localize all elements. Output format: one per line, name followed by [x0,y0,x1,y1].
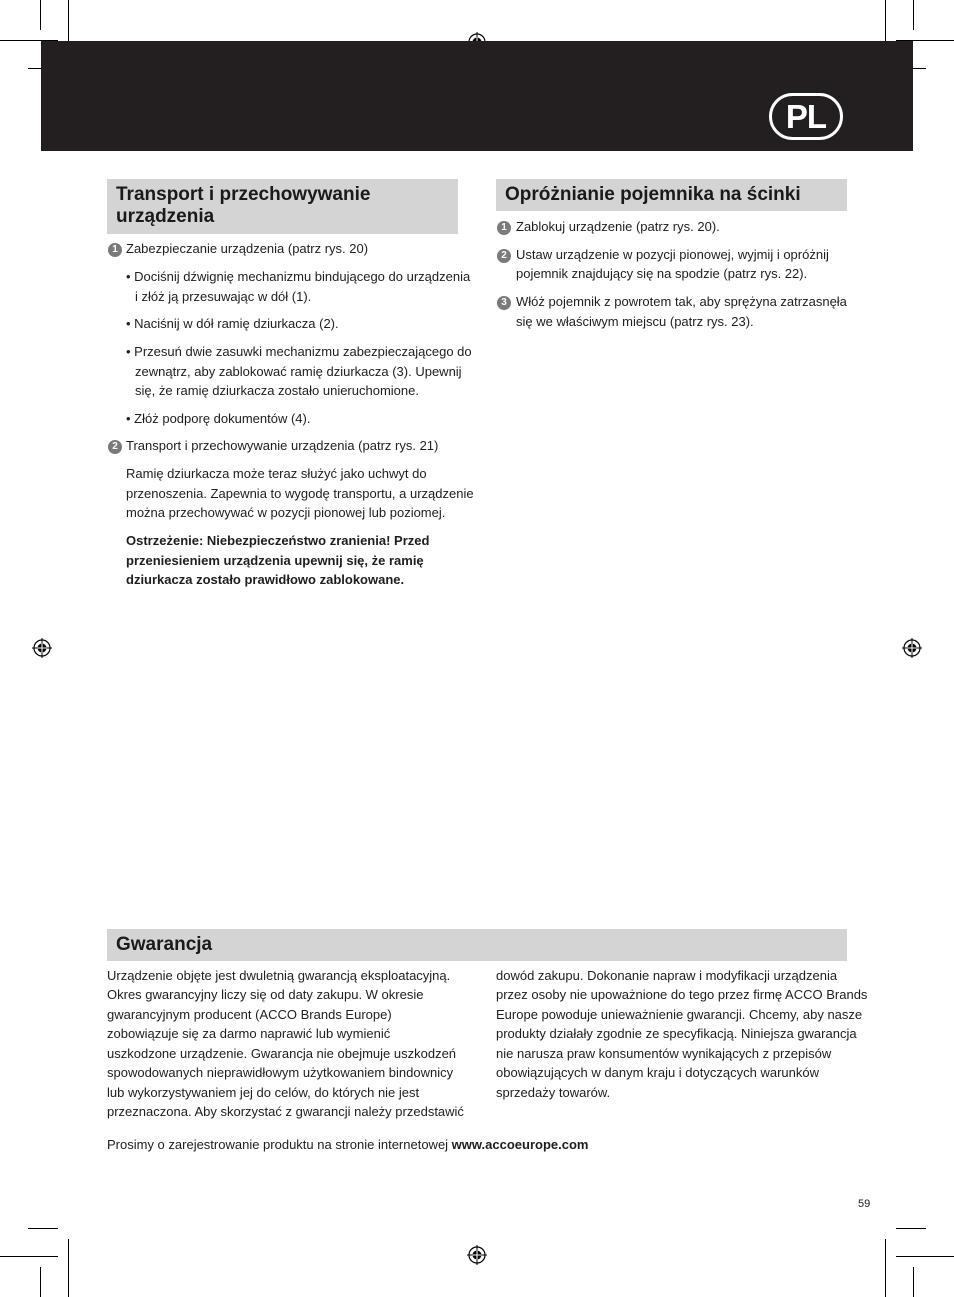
section-title-warranty: Gwarancja [107,929,847,961]
warranty-line: produkty działały zgodnie ze specyfikacją. Niniejsza gwarancja [496,1026,857,1041]
step-number-badge: 1 [108,243,122,257]
step-text: Ustaw urządzenie w pozycji pionowej, wyjmij i opróżnij [516,247,829,262]
language-badge: PL [769,93,843,140]
bullet-item: • Przesuń dwie zasuwki mechanizmu zabezpieczającego do [126,344,472,359]
warning-line: dziurkacza zostało prawidłowo zablokowane. [126,572,405,587]
step-number-badge: 1 [497,221,511,235]
warranty-line: dowód zakupu. Dokonanie napraw i modyfikacji urządzenia [496,968,838,983]
crop-mark [28,1228,58,1229]
bullet-item: • Złóż podporę dokumentów (4). [126,411,311,426]
paragraph-line: przenoszenia. Zapewnia to wygodę transportu, a urządzenie [126,486,474,501]
warranty-line: przeznaczona. Aby skorzystać z gwarancji należy przedstawić [107,1104,464,1119]
crop-mark [913,1267,914,1297]
warning-line: przeniesieniem urządzenia upewnij się, że ramię [126,553,424,568]
crop-mark [896,1228,926,1229]
step-text: Transport i przechowywanie urządzenia (patrz rys. 21) [126,438,439,453]
bullet-item: • Naciśnij w dół ramię dziurkacza (2). [126,316,339,331]
crop-mark [68,1239,69,1297]
bullet-item-cont: zewnątrz, aby zablokować ramię dziurkacza (3). Upewnij [135,364,462,379]
registration-mark-icon [32,638,52,658]
crop-mark [896,1256,954,1257]
warranty-line: Europe powoduje unieważnienie gwarancji. Chcemy, aby nasze [496,1007,863,1022]
step-number-badge: 3 [497,296,511,310]
warranty-line: Urządzenie objęte jest dwuletnią gwarancją eksploatacyjną. [107,968,451,983]
warranty-line: obowiązujących w danym kraju i dotyczących warunków [496,1065,819,1080]
step-text-cont: się we właściwym miejscu (patrz rys. 23). [516,314,754,329]
page-number: 59 [858,1198,871,1210]
step-text: Zablokuj urządzenie (patrz rys. 20). [516,219,720,234]
bullet-item-cont: i złóż ją przesuwając w dół (1). [135,289,312,304]
warranty-line: zobowiązuje się za darmo naprawić lub wymienić [107,1026,391,1041]
paragraph-line: można przechowywać w pozycji pionowej lub poziomej. [126,505,446,520]
crop-mark [40,1267,41,1297]
warranty-line: lub wykorzystywaniem jej do celów, do których nie jest [107,1085,420,1100]
warranty-line: uszkodzone urządzenie. Gwarancja nie obejmuje uszkodzeń [107,1046,457,1061]
crop-mark [913,0,914,30]
registration-mark-icon [902,638,922,658]
step-text: Włóż pojemnik z powrotem tak, aby sprężyna zatrzasnęła [516,294,847,309]
register-link[interactable]: www.accoeurope.com [451,1137,589,1152]
step-number-badge: 2 [108,440,122,454]
register-text: Prosimy o zarejestrowanie produktu na stronie internetowej [107,1137,452,1152]
warranty-line: nie narusza praw konsumentów wynikających z przepisów [496,1046,832,1061]
crop-mark [40,0,41,30]
step-text-cont: pojemnik znajdujący się na spodzie (patrz rys. 22). [516,266,808,281]
crop-mark [0,1256,58,1257]
section-title-transport: Transport i przechowywanie urządzenia [107,179,458,234]
step-text: Zabezpieczanie urządzenia (patrz rys. 20) [126,241,369,256]
warranty-line: Okres gwarancyjny liczy się od daty zakupu. W okresie [107,987,424,1002]
registration-mark-icon [467,1245,487,1265]
warning-line: Ostrzeżenie: Niebezpieczeństwo zranienia! Przed [126,533,430,548]
paragraph-line: Ramię dziurkacza może teraz służyć jako uchwyt do [126,466,427,481]
section-title-emptying: Opróżnianie pojemnika na ścinki [496,179,847,211]
warranty-line: sprzedaży towarów. [496,1085,611,1100]
crop-mark [885,1239,886,1297]
step-number-badge: 2 [497,249,511,263]
warranty-line: gwarancyjnym producent (ACCO Brands Europe) [107,1007,392,1022]
warranty-line: przez osoby nie upoważnione do tego przez firmę ACCO Brands [496,987,868,1002]
bullet-item-cont: się, że ramię dziurkacza zostało unieruchomione. [135,383,419,398]
bullet-item: • Dociśnij dźwignię mechanizmu bindującego do urządzenia [126,269,471,284]
warranty-line: spowodowanych nieprawidłowym użytkowaniem bindownicy [107,1065,454,1080]
register-line [107,1135,588,1155]
